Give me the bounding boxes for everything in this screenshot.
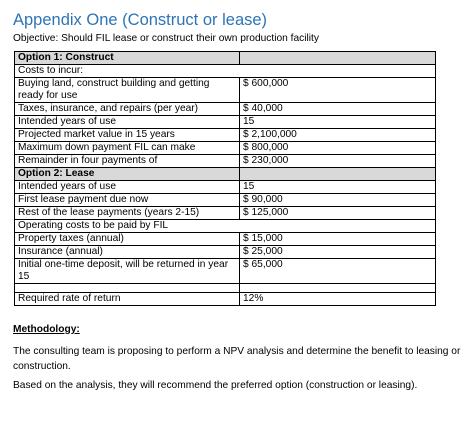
table-row xyxy=(15,116,436,129)
row-label: Buying land, construct building and getting ready for use xyxy=(15,78,240,103)
row-value: 15 xyxy=(240,181,436,194)
table-row xyxy=(15,293,436,306)
row-value: $ 25,000 xyxy=(240,246,436,259)
row-value: $ 125,000 xyxy=(240,207,436,220)
row-value: $ 800,000 xyxy=(240,142,436,155)
table-row xyxy=(15,207,436,220)
row-value xyxy=(240,284,436,293)
row-label: Intended years of use xyxy=(15,181,240,194)
table-row xyxy=(15,194,436,207)
row-value: $ 2,100,000 xyxy=(240,129,436,142)
table-row xyxy=(15,155,436,168)
row-label: Insurance (annual) xyxy=(15,246,240,259)
table-row xyxy=(15,129,436,142)
row-label: Option 1: Construct xyxy=(15,52,240,65)
row-value: $ 65,000 xyxy=(240,259,436,284)
row-value xyxy=(240,168,436,181)
row-value: 12% xyxy=(240,293,436,306)
table-row xyxy=(15,259,436,284)
options-table xyxy=(14,51,436,306)
row-value: $ 90,000 xyxy=(240,194,436,207)
table-row xyxy=(15,246,436,259)
table-row xyxy=(15,65,436,78)
table-section-row xyxy=(15,168,436,181)
page-title: Appendix One (Construct or lease) xyxy=(13,11,268,29)
row-label xyxy=(15,284,240,293)
table-row xyxy=(15,103,436,116)
row-label: Costs to incur: xyxy=(15,65,436,78)
row-label: Remainder in four payments of xyxy=(15,155,240,168)
row-label: Taxes, insurance, and repairs (per year) xyxy=(15,103,240,116)
table-row xyxy=(15,78,436,103)
row-value: $ 40,000 xyxy=(240,103,436,116)
table-row xyxy=(15,233,436,246)
row-value: $ 15,000 xyxy=(240,233,436,246)
options-table-body xyxy=(15,52,436,306)
table-section-row xyxy=(15,52,436,65)
row-value: $ 600,000 xyxy=(240,78,436,103)
row-value xyxy=(240,52,436,65)
row-label: Rest of the lease payments (years 2-15) xyxy=(15,207,240,220)
row-label: First lease payment due now xyxy=(15,194,240,207)
row-label: Property taxes (annual) xyxy=(15,233,240,246)
table-row xyxy=(15,220,436,233)
row-value: 15 xyxy=(240,116,436,129)
row-value: $ 230,000 xyxy=(240,155,436,168)
objective-text: Objective: Should FIL lease or construct their own production facility xyxy=(13,33,319,44)
row-label: Initial one-time deposit, will be returned in year 15 xyxy=(15,259,240,284)
row-label: Operating costs to be paid by FIL xyxy=(15,220,436,233)
methodology-paragraph-2: Based on the analysis, they will recommend the preferred option (construction or leasing). xyxy=(13,380,418,391)
row-label: Maximum down payment FIL can make xyxy=(15,142,240,155)
row-label: Projected market value in 15 years xyxy=(15,129,240,142)
methodology-paragraph-1: The consulting team is proposing to perform a NPV analysis and determine the benefit to leasing or construction. xyxy=(13,346,461,372)
methodology-heading: Methodology: xyxy=(13,324,80,335)
table-row xyxy=(15,284,436,293)
table-row xyxy=(15,142,436,155)
row-label: Intended years of use xyxy=(15,116,240,129)
table-row xyxy=(15,181,436,194)
row-label: Required rate of return xyxy=(15,293,240,306)
row-label: Option 2: Lease xyxy=(15,168,240,181)
